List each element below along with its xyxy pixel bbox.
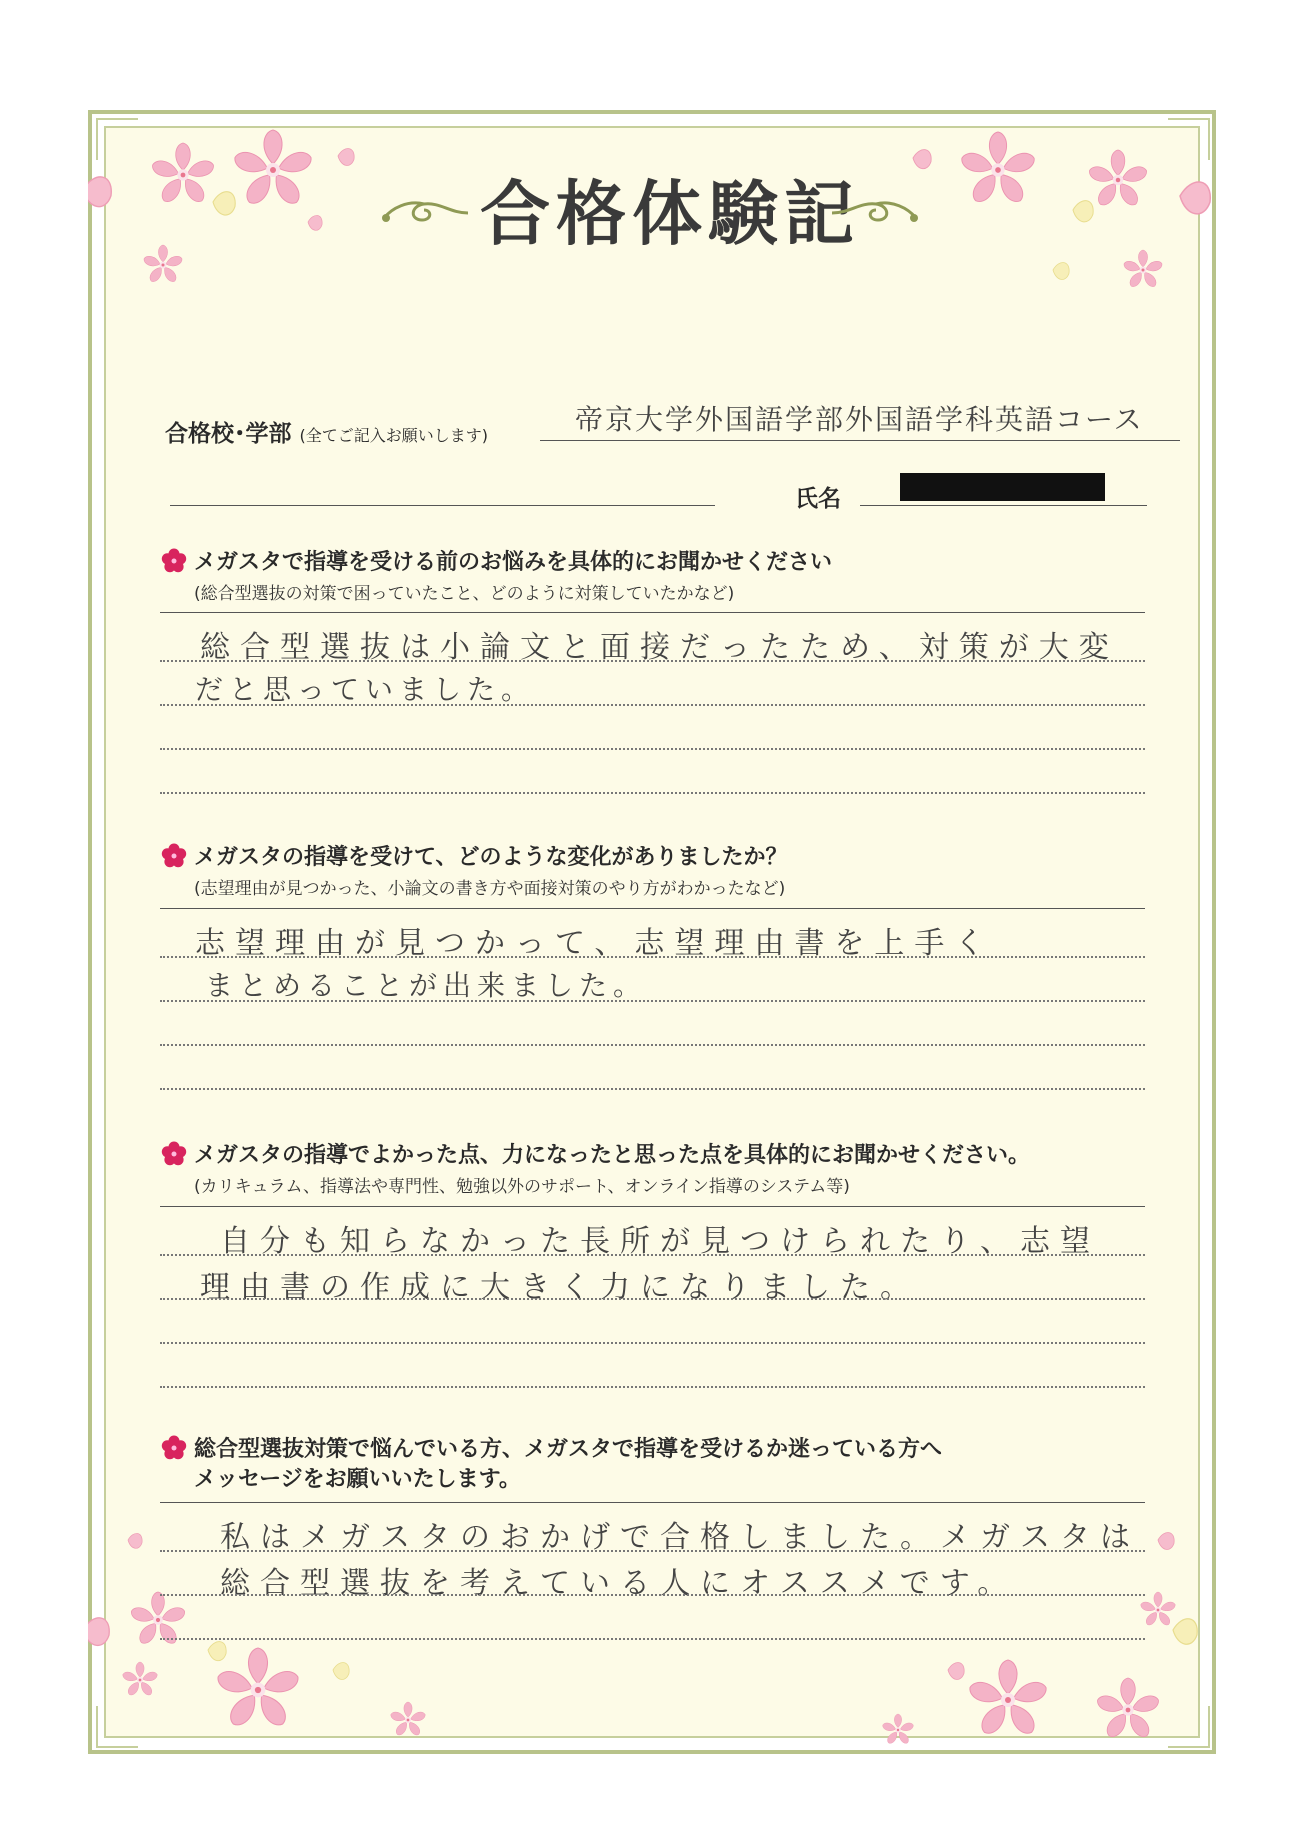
answer-top-line (160, 908, 1145, 909)
answer-rule (160, 1298, 1145, 1300)
page-header (380, 150, 920, 260)
answer-rule (160, 748, 1145, 750)
question-title: メガスタの指導でよかった点、力になったと思った点を具体的にお聞かせください。 (194, 1143, 1031, 1168)
ornament-swirl-right-icon (830, 198, 920, 228)
sakura-bullet-icon (160, 1140, 188, 1168)
page-title: 合格体験記 (480, 172, 860, 255)
answer-line: 自分も知らなかった長所が見つけられたり、志望 (220, 1224, 1100, 1259)
answer-rule (160, 1342, 1145, 1344)
question-note: (カリキュラム、指導法や専門性、勉強以外のサポート、オンライン指導のシステム等) (194, 1177, 850, 1197)
answer-rule (160, 704, 1145, 706)
answer-line: 総合型選抜は小論文と面接だったため、対策が大変 (200, 630, 1119, 665)
question-note: (志望理由が見つかった、小論文の書き方や面接対策のやり方がわかったなど) (194, 879, 786, 899)
answer-rule (160, 792, 1145, 794)
question-title: メガスタの指導を受けて、どのような変化がありましたか？ (194, 845, 788, 870)
school-label (165, 415, 488, 448)
school-underline (540, 440, 1180, 441)
question-title: 総合型選抜対策で悩んでいる方、メガスタで指導を受けるか迷っている方へ (194, 1437, 943, 1462)
answer-rule (160, 1550, 1145, 1552)
answer-rule (160, 1044, 1145, 1046)
sakura-bullet-icon (160, 547, 188, 575)
question-title-line2: メッセージをお願いいたします。 (194, 1467, 521, 1492)
question-title: メガスタで指導を受ける前のお悩みを具体的にお聞かせください (194, 550, 833, 575)
answer-rule (160, 1000, 1145, 1002)
school-note: (全てご記入お願いします) (299, 426, 489, 445)
answer-top-line (160, 1502, 1145, 1503)
answer-rule (160, 956, 1145, 958)
name-redaction (900, 473, 1105, 501)
answer-top-line (160, 1206, 1145, 1207)
answer-rule (160, 1594, 1145, 1596)
answer-rule (160, 1638, 1145, 1640)
question-note: (総合型選抜の対策で困っていたこと、どのように対策していたかなど) (194, 584, 735, 604)
name-label: 氏名 (795, 486, 841, 512)
name-underline (860, 505, 1147, 506)
answer-line: まとめることが出来ました。 (205, 969, 648, 1002)
answer-line: だと思っていました。 (195, 673, 536, 706)
answer-top-line (160, 612, 1145, 613)
ornament-swirl-left-icon (380, 198, 470, 228)
school-second-line (170, 505, 715, 506)
answer-line: 志望理由が見つかって、志望理由書を上手く (195, 926, 995, 961)
answer-rule (160, 1088, 1145, 1090)
answer-rule (160, 1254, 1145, 1256)
school-value: 帝京大学外国語学部外国語学科英語コース (575, 403, 1144, 436)
sakura-bullet-icon (160, 842, 188, 870)
answer-line: 総合型選抜を考えている人にオススメです。 (220, 1566, 1018, 1601)
answer-rule (160, 660, 1145, 662)
sakura-bullet-icon (160, 1434, 188, 1462)
school-label-text: 合格校･学部 (165, 421, 292, 447)
answer-line: 私はメガスタのおかげで合格しました。メガスタは (220, 1520, 1140, 1555)
answer-line: 理由書の作成に大きく力になりました。 (200, 1270, 920, 1305)
answer-rule (160, 1386, 1145, 1388)
